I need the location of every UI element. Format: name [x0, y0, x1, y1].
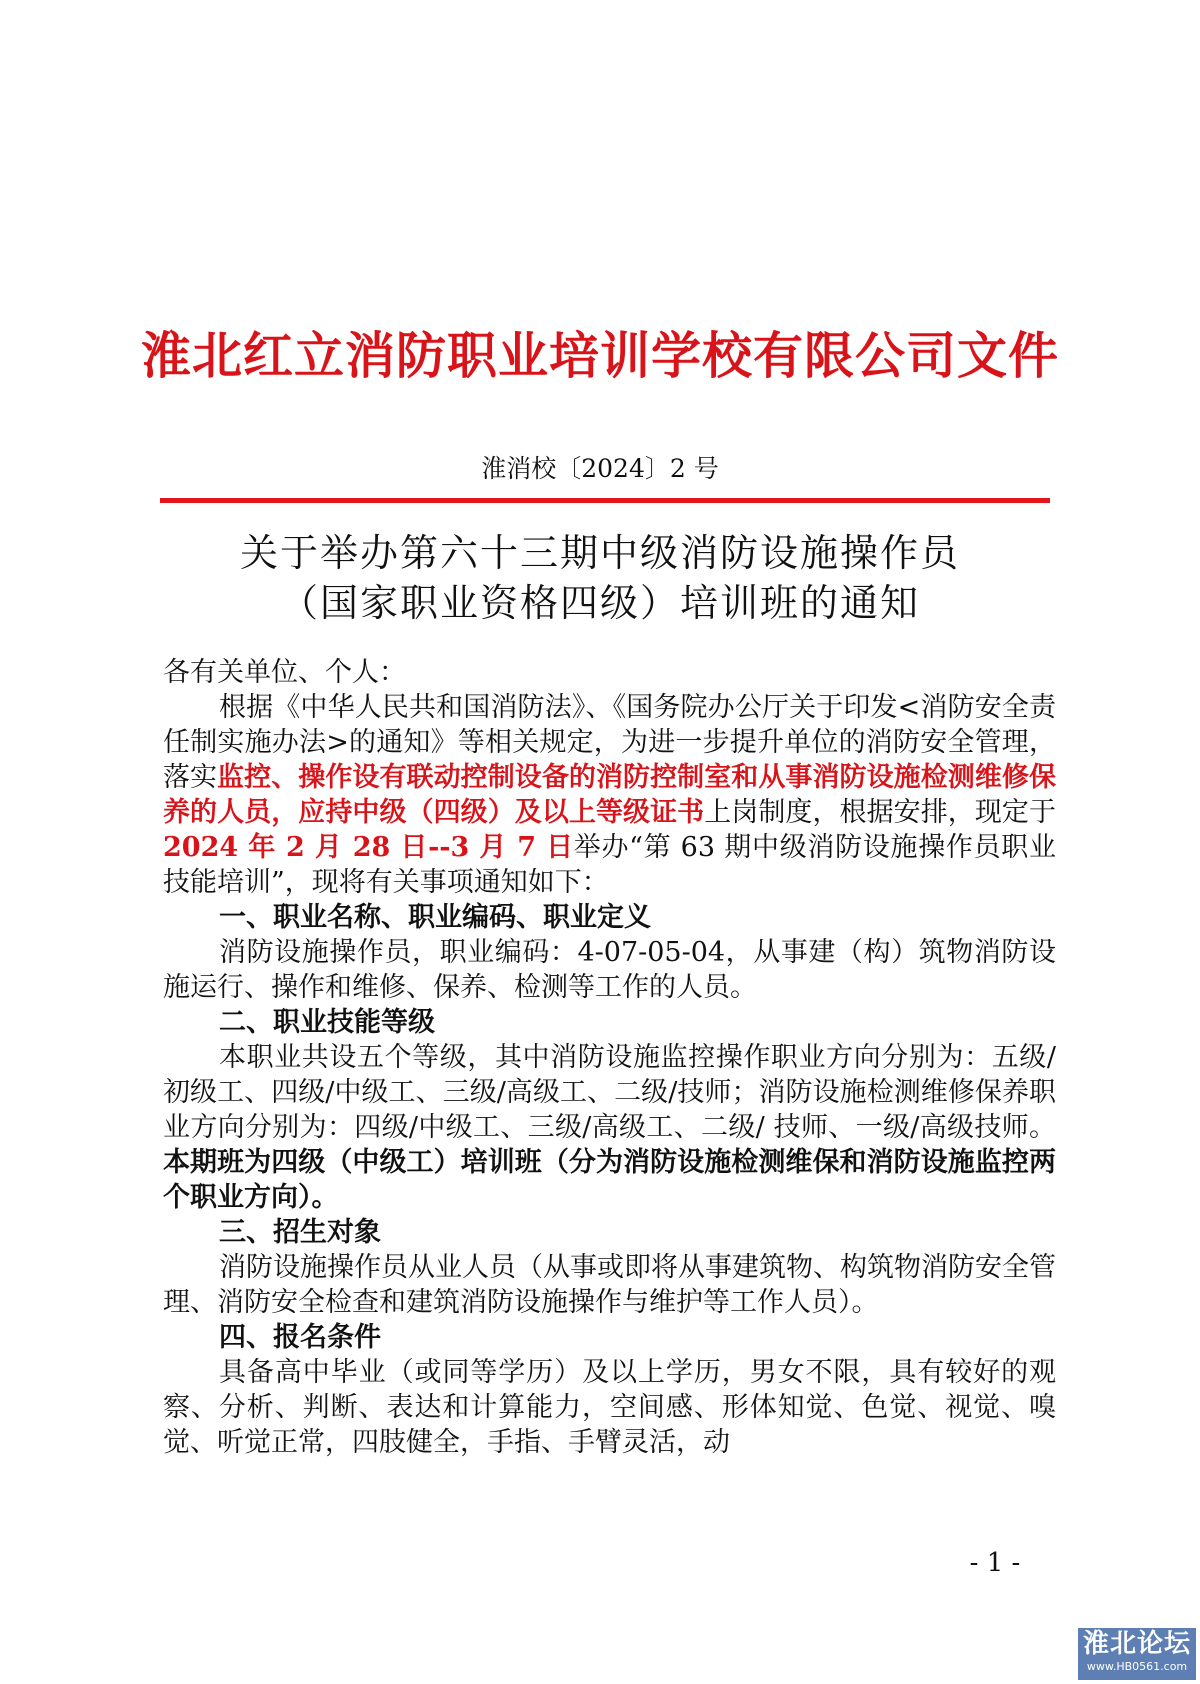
notice-title-line-2: （国家职业资格四级）培训班的通知: [279, 581, 920, 625]
intro-highlight-dates: 2024 年 2 月 28 日--3 月 7 日: [163, 832, 574, 863]
watermark-url: www.HB0561.com: [1086, 1660, 1188, 1673]
section-text-2-main: 本职业共设五个等级，其中消防设施监控操作职业方向分别为：五级/初级工、四级/中级工、三级/高级工、二级/技师；消防设施检测维修保养职业方向分别为：四级/中级工、三级/高级工、二级/ 技师、一级/高级技师。: [163, 1042, 1056, 1143]
watermark-name: 淮北论坛: [1082, 1629, 1191, 1659]
org-document-title: 淮北红立消防职业培训学校有限公司文件: [141, 327, 1059, 385]
intro-text-2: 上岗制度，根据安排，现定于: [704, 797, 1056, 828]
section-text-4: 具备高中毕业（或同等学历）及以上学历，男女不限，具有较好的观察、分析、判断、表达和计算能力，空间感、形体知觉、色觉、视觉、嗅觉、听觉正常，四肢健全，手指、手臂灵活，动: [163, 1357, 1056, 1458]
section-text-1: 消防设施操作员，职业编码：4-07-05-04，从事建（构）筑物消防设施运行、操作和维修、保养、检测等工作的人员。: [163, 937, 1056, 1003]
intro-text-1: 根据《中华人民共和国消防法》、《国务院办公厅关于印发<消防安全责任制实施办法>的通知》等相关规定，为进一步提升单位的消防安全管理，落实: [163, 692, 1056, 793]
section-heading-2: 二、职业技能等级: [219, 1007, 435, 1038]
notice-title-line-1: 关于举办第六十三期中级消防设施操作员: [239, 531, 960, 575]
page-number: - 1 -: [969, 1548, 1021, 1578]
intro-highlight-requirement: 监控、操作设有联动控制设备的消防控制室和从事消防设施检测维修保养的人员，应持中级（四级）及以上等级证书: [163, 762, 1056, 828]
section-heading-1: 一、职业名称、职业编码、职业定义: [219, 902, 651, 933]
section-text-3: 消防设施操作员从业人员（从事或即将从事建筑物、构筑物消防安全管理、消防安全检查和建筑消防设施操作与维护等工作人员）。: [163, 1252, 1056, 1318]
notice-body: [163, 655, 1056, 1460]
section-text-2-emphasis: 本期班为四级（中级工）培训班（分为消防设施检测维保和消防设施监控两个职业方向）。: [163, 1147, 1056, 1213]
intro-paragraph: [163, 690, 1056, 900]
red-divider-line: [160, 498, 1050, 503]
salutation: 各有关单位、个人：: [163, 657, 406, 688]
section-text-2: [163, 1040, 1056, 1215]
forum-watermark-logo: [1078, 1628, 1196, 1680]
section-heading-4: 四、报名条件: [219, 1322, 381, 1353]
notice-title: [0, 528, 1200, 628]
document-number: 淮消校〔2024〕2 号: [481, 454, 719, 483]
intro-text-3: 举办“第 63 期中级消防设施操作员职业技能培训”，现将有关事项通知如下：: [163, 832, 1056, 898]
section-heading-3: 三、招生对象: [219, 1217, 381, 1248]
